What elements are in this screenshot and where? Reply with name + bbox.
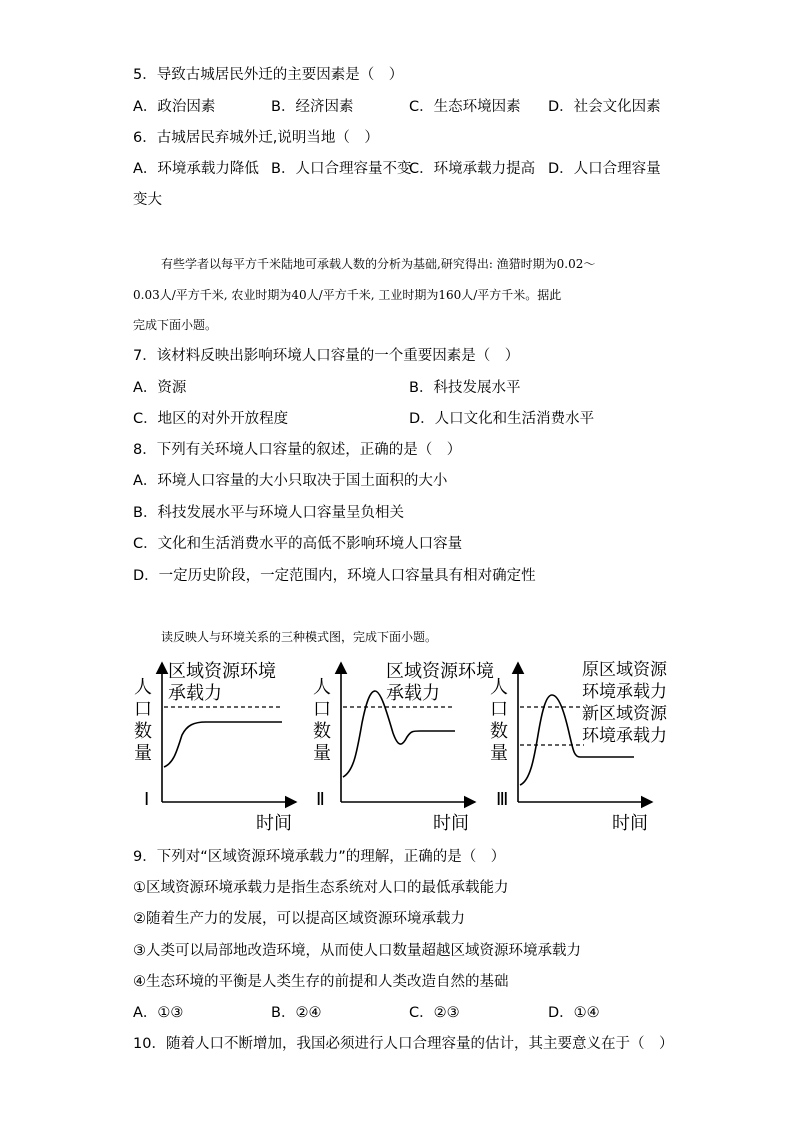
q6-option-a: A．环境承载力降低	[133, 161, 259, 177]
q8-stem: 8．下列有关环境人口容量的叙述，正确的是（ ）	[133, 442, 462, 458]
q7-option-d: D．人口文化和生活消费水平	[409, 411, 595, 427]
panel-2-capacity-label-1: 区域资源环境	[386, 661, 494, 682]
q9-option-c: C．②③	[409, 1005, 460, 1021]
panel-1-capacity-label-2: 承载力	[168, 683, 222, 704]
q6-option-b: B．人口合理容量不变	[271, 161, 412, 177]
q7-stem: 7．该材料反映出影响环境人口容量的一个重要因素是（ ）	[133, 348, 520, 364]
q5-option-d: D．社会文化因素	[548, 99, 661, 115]
panel-2-y-label-4: 量	[313, 743, 331, 764]
q8-option-b: B．科技发展水平与环境人口容量呈负相关	[133, 505, 404, 521]
panel-2-y-label-3: 数	[313, 721, 331, 742]
q8-option-d: D．一定历史阶段，一定范围内，环境人口容量具有相对确定性	[133, 568, 536, 584]
panel-1-x-label: 时间	[256, 813, 292, 834]
panel-2-capacity-label-2: 承载力	[386, 683, 440, 704]
panel-3-capacity-label-1: 原区域资源	[582, 660, 667, 680]
panel-3-numeral: Ⅲ	[496, 789, 509, 810]
q7-option-b: B．科技发展水平	[409, 380, 521, 396]
panel-2-numeral: Ⅱ	[316, 789, 325, 810]
q5-option-b: B．经济因素	[271, 99, 354, 115]
panel-1	[134, 661, 296, 834]
q9-stem: 9．下列对“区域资源环境承载力”的理解，正确的是（ ）	[133, 849, 506, 865]
q9-statement-1: ①区域资源环境承载力是指生态系统对人口的最低承载能力	[133, 880, 509, 896]
q9-option-d: D．①④	[548, 1005, 600, 1021]
panel-3-capacity-label-2: 环境承载力	[582, 682, 667, 702]
panel-1-population-curve	[164, 722, 282, 767]
panel-1-y-label-4: 量	[134, 743, 152, 764]
panel-1-y-label-2: 口	[134, 699, 152, 720]
material-1-line-3: 完成下面小题。	[133, 318, 218, 332]
q9-statement-4: ④生态环境的平衡是人类生存的前提和人类改造自然的基础	[133, 974, 509, 990]
panel-1-y-label-1: 人	[134, 677, 152, 698]
panel-2	[313, 661, 494, 834]
panel-3-capacity-label-3: 新区域资源	[582, 704, 667, 724]
q5-option-a: A．政治因素	[133, 99, 216, 115]
material-1-line-1: 有些学者以每平方千米陆地可承载人数的分析为基础,研究得出: 渔猎时期为0.02～	[161, 257, 596, 271]
q7-option-a: A．资源	[133, 380, 187, 396]
q9-statement-2: ②随着生产力的发展，可以提高区域资源环境承载力	[133, 911, 465, 927]
q9-option-a: A．①③	[133, 1005, 184, 1021]
panel-2-y-label-2: 口	[313, 699, 331, 720]
q6-option-d-wrap: 变大	[133, 192, 162, 208]
q8-option-a: A．环境人口容量的大小只取决于国土面积的大小	[133, 473, 448, 489]
panel-1-capacity-label-1: 区域资源环境	[168, 661, 276, 682]
panel-3-capacity-label-4: 环境承载力	[582, 726, 667, 746]
panel-3-y-label-2: 口	[490, 699, 508, 720]
panel-3	[490, 660, 668, 834]
panel-1-numeral: Ⅰ	[144, 789, 150, 810]
panel-3-x-label: 时间	[612, 813, 648, 834]
panel-3-y-label-3: 数	[490, 721, 508, 742]
q8-option-c: C．文化和生活消费水平的高低不影响环境人口容量	[133, 536, 463, 552]
panel-2-y-label-1: 人	[313, 677, 331, 698]
q6-stem: 6．古城居民弃城外迁,说明当地（ ）	[133, 130, 379, 146]
q6-option-d: D．人口合理容量	[548, 161, 661, 177]
q7-option-c: C．地区的对外开放程度	[133, 411, 289, 427]
population-environment-models-figure	[0, 655, 794, 835]
q6-option-c: C．环境承载力提高	[409, 161, 536, 177]
panel-2-x-label: 时间	[433, 813, 469, 834]
q10-stem: 10．随着人口不断增加，我国必须进行人口合理容量的估计，其主要意义在于（ ）	[133, 1036, 674, 1052]
panel-1-y-label-3: 数	[134, 721, 152, 742]
q5-stem: 5．导致古城居民外迁的主要因素是（ ）	[133, 67, 404, 83]
panel-3-y-label-4: 量	[490, 743, 508, 764]
material-2: 读反映人与环境关系的三种模式图，完成下面小题。	[161, 630, 438, 644]
q9-option-b: B．②④	[271, 1005, 322, 1021]
q5-option-c: C．生态环境因素	[409, 99, 521, 115]
material-1-line-2: 0.03人/平方千米, 农业时期为40人/平方千米, 工业时期为160人/平方千米。据此	[133, 288, 562, 302]
q9-statement-3: ③人类可以局部地改造环境，从而使人口数量超越区域资源环境承载力	[133, 943, 581, 959]
panel-3-y-label-1: 人	[490, 677, 508, 698]
